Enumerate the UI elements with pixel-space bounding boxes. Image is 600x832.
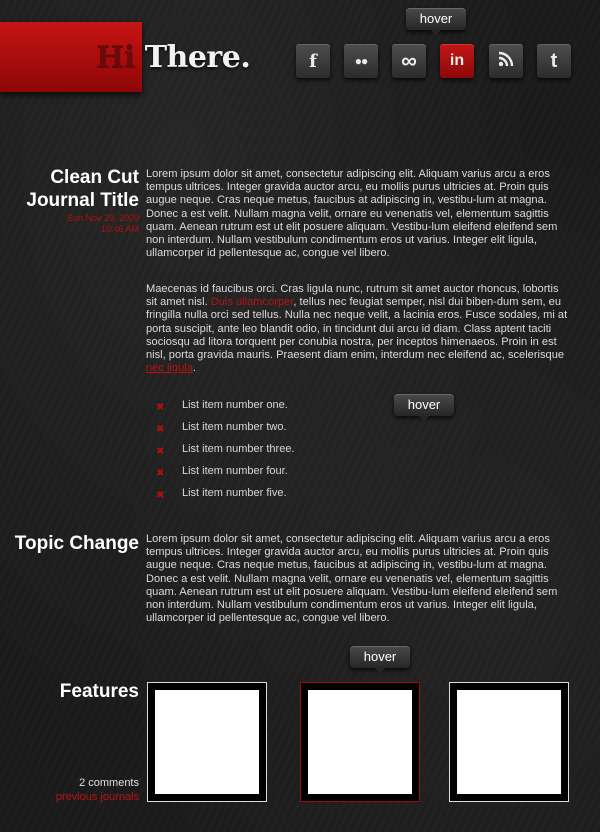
para2-text-a: Maecenas id faucibus orci. Cras ligula nunc, rutrum sit amet auctor rhoncus, lobortis sit amet nisl. xyxy=(146,283,559,309)
para2-text-b: , tellus nec feugiat semper, nisl dui biben-dum sem, eu fringilla nulla orci sed tellus. Nulla nec neque velit, a lacinia eros. Fusce sodales, mi at porta suscipit, ante leo blandit odio, in tincidunt dui arcu id diam. Class aptent taciti sociosqu ad litora torquent per conubia nostra, per inceptos himenaeos. Proin in est nisl, porta gravida mauris. Praesent diam enim, interdum nec eleifend ac, scelerisque xyxy=(146,296,568,362)
flickr-button[interactable] xyxy=(344,44,378,78)
bullet-x-icon: ✖ xyxy=(156,468,165,479)
post-paragraph-2 xyxy=(146,283,572,375)
list-item-text: List item number one. xyxy=(182,399,288,411)
twitter-icon: t xyxy=(550,49,558,72)
flickr-icon: ●● xyxy=(354,54,368,68)
lastfm-button[interactable] xyxy=(392,44,426,78)
twitter-button[interactable] xyxy=(537,44,571,78)
post-title-line1: Clean Cut xyxy=(50,167,139,188)
list-item-text: List item number four. xyxy=(182,465,288,477)
thumbnail-image xyxy=(155,690,259,794)
comments-count-link[interactable]: 2 comments xyxy=(79,777,139,789)
feature-thumbnail-1[interactable] xyxy=(147,682,267,802)
list-item-text: List item number five. xyxy=(182,487,287,499)
post-paragraph-1: Lorem ipsum dolor sit amet, consectetur adipiscing elit. Aliquam varius arcu a eros tempus ultrices. Integer gravida auctor arcu, eu mollis purus ultricies at. Proin quis augue neque. Cras neque metus, faucibus at adipiscing in, vestibu-lum at magna. Donec a est velit. Nullam magna velit, ornare eu venenatis vel, elementum sagittis quam. Aenean rutrum est ut elit posuere aliquam. Vestibu-lum eleifend eleifend sem non interdum. Nullam vestibulum condimentum eros ut varius. Integer elit ligula, ullamcorper id pellentesque ac, congue vel libero. xyxy=(146,168,558,260)
feature-thumbnail-2[interactable] xyxy=(300,682,420,802)
thumbnail-image xyxy=(308,690,412,794)
list-item xyxy=(150,442,295,464)
features-title: Features xyxy=(59,681,139,702)
post-title[interactable] xyxy=(0,166,139,212)
rss-icon xyxy=(498,51,514,72)
bullet-x-icon: ✖ xyxy=(156,424,165,435)
list-item xyxy=(150,398,295,420)
rss-button[interactable] xyxy=(489,44,523,78)
list-item-text: List item number three. xyxy=(182,443,295,455)
hover-tooltip-features: hover xyxy=(350,646,410,668)
bullet-x-icon: ✖ xyxy=(156,490,165,501)
facebook-icon: f xyxy=(309,50,317,72)
list-item xyxy=(150,486,295,508)
list-item-text: List item number two. xyxy=(182,421,287,433)
duis-ullamcorper-link[interactable]: Duis ullamcorper xyxy=(210,296,294,309)
post-date-day: Sun Nov 29, 2009 xyxy=(66,213,139,223)
site-logo[interactable] xyxy=(96,40,250,75)
post-date xyxy=(0,213,139,235)
bullet-list xyxy=(150,398,295,508)
list-item xyxy=(150,420,295,442)
topic-paragraph: Lorem ipsum dolor sit amet, consectetur adipiscing elit. Aliquam varius arcu a eros tempus ultrices. Integer gravida auctor arcu, eu mollis purus ultricies at. Proin quis augue neque. Cras neque metus, faucibus at adipiscing in, vestibu-lum at magna. Donec a est velit. Nullam magna velit, ornare eu venenatis vel, elementum sagittis quam. Aenean rutrum est ut elit posuere aliquam. Vestibu-lum eleifend eleifend sem non interdum. Nullam vestibulum condimentum eros ut varius. Integer elit ligula, ullamcorper id pellentesque ac, congue vel libero. xyxy=(146,533,558,625)
previous-journals-link[interactable]: previous journals xyxy=(55,791,139,803)
list-item xyxy=(150,464,295,486)
topic-title[interactable]: Topic Change xyxy=(14,533,139,554)
linkedin-icon: in xyxy=(449,52,465,69)
feature-thumbnail-3[interactable] xyxy=(449,682,569,802)
lastfm-icon: ∞ xyxy=(401,48,417,73)
para2-text-c: . xyxy=(192,362,196,375)
facebook-button[interactable] xyxy=(296,44,330,78)
post-date-time: 10:46 AM xyxy=(100,224,139,234)
bullet-x-icon: ✖ xyxy=(156,402,165,413)
linkedin-button[interactable] xyxy=(440,44,474,78)
bullet-x-icon: ✖ xyxy=(156,446,165,457)
hover-tooltip-list: hover xyxy=(394,394,454,416)
hover-tooltip-top: hover xyxy=(406,8,466,30)
thumbnail-image xyxy=(457,690,561,794)
nec-ligula-link[interactable]: nec ligula xyxy=(146,362,193,375)
logo-there: There. xyxy=(144,40,251,75)
post-title-line2: Journal Title xyxy=(26,190,139,211)
logo-hi: Hi xyxy=(96,40,135,75)
